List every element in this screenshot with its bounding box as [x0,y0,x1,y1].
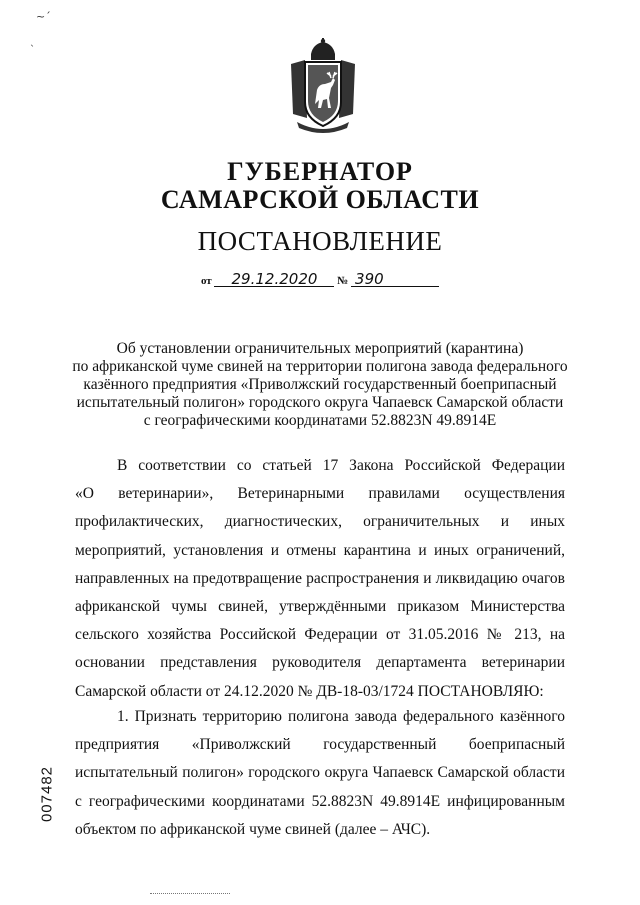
text-line: направленных на предотвращение распространения и ликвидацию очагов [75,569,565,587]
text-line: объектом по африканской чуме свиней (далее – АЧС). [75,820,431,838]
registration-number [37,764,57,824]
text-line: с географическими координатами 52.8823N 49.8914E инфицированным [75,792,565,810]
subject-line: казённого предприятия «Приволжский государственный боеприпасный [83,376,557,393]
text-line: мероприятий, установления и отмены карантина и иных ограничений, [75,541,565,559]
text-line: 1. Признать территорию полигона завода федерального казённого [117,708,565,725]
dateline [0,272,640,287]
registration-number-text: 007482 [38,765,56,823]
scan-mark: ~ˊ [36,10,51,23]
document-date: 29.12.2020 [214,272,334,287]
authority-title: ГУБЕРНАТОР [227,157,413,186]
coat-of-arms-icon [287,38,359,138]
subject-line: Об установлении ограничительных мероприятий (карантина) [116,340,524,357]
number-label: № [337,275,349,287]
text-line: В соответствии со статьей 17 Закона Российской Федерации [117,457,565,474]
document-subject [60,340,580,430]
scan-mark: ˎ [30,36,35,47]
text-line: сельского хозяйства Российской Федерации от 31.05.2016 № 213, на [75,626,565,644]
text-line: африканской чумы свиней, утверждёнными приказом Министерства [75,597,565,615]
text-line: профилактических, диагностических, ограничительных и иных [75,513,565,531]
subject-line: с географическими координатами 52.8823N 49.8914E [143,412,497,429]
document-type: ПОСТАНОВЛЕНИЕ [197,226,443,256]
text-line: предприятия «Приволжский государственный боеприпасный [75,736,565,754]
text-line: испытательный полигон» городского округа Чапаевск Самарской области [75,764,565,782]
date-label: от [200,275,212,287]
document-number: 390 [351,272,439,287]
text-line: основании представления руководителя департамента ветеринарии [75,654,565,672]
text-line: Самарской области от 24.12.2020 № ДВ-18-03/1724 ПОСТАНОВЛЯЮ: [75,682,544,700]
preamble-paragraph [75,452,565,706]
scan-artifact [150,893,230,898]
authority-region: САМАРСКОЙ ОБЛАСТИ [160,185,480,214]
clause-1-paragraph [75,703,565,844]
text-line: «О ветеринарии», Ветеринарными правилами осуществления [75,485,565,503]
subject-line: по африканской чуме свиней на территории полигона завода федерального [72,358,568,375]
subject-line: испытательный полигон» городского округа Чапаевск Самарской области [76,394,564,411]
